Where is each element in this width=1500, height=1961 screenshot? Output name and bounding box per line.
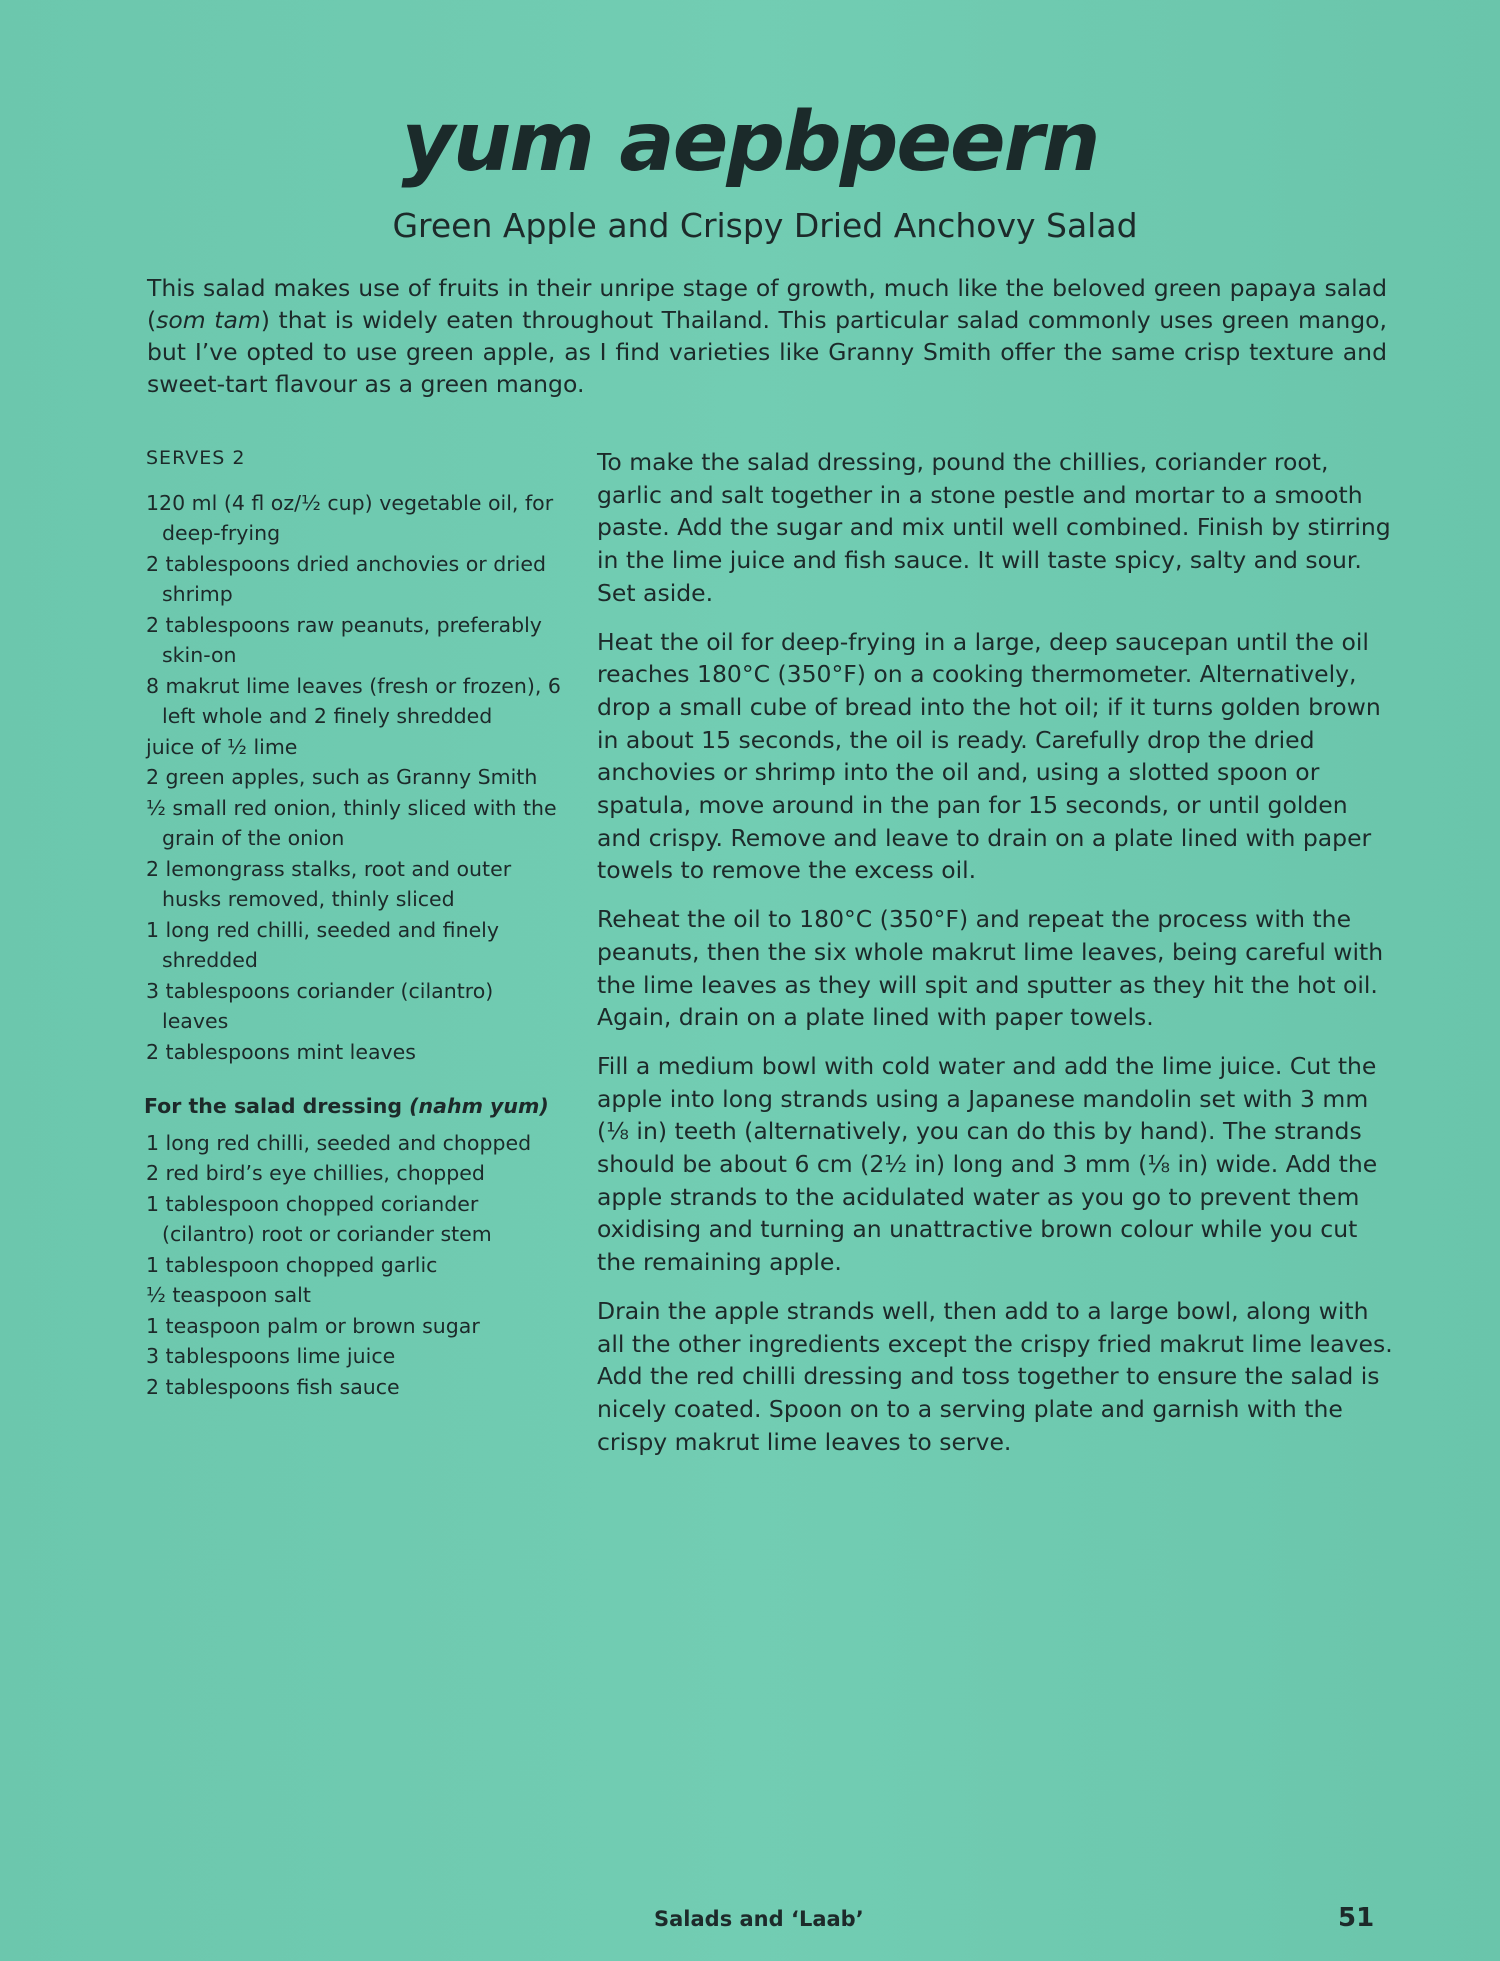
ingredient-item: 2 tablespoons raw peanuts, preferably skin-on <box>146 612 542 667</box>
ingredient-item: 120 ml (4 fl oz/½ cup) vegetable oil, for deep-frying <box>146 490 554 545</box>
ingredients-column <box>146 443 566 1402</box>
intro-text-1: This salad makes use of fruits in their unripe stage of growth, much like the beloved green papaya salad ( <box>147 274 1387 334</box>
dressing-item: 2 tablespoons fish sauce <box>146 1374 400 1399</box>
ingredient-list <box>146 488 566 1068</box>
intro-text-2: ) that is widely eaten throughout Thailand. This particular salad commonly uses green mango, but I’ve opted to use green apple, as I find varieties like Granny Smith offer the same crisp texture and sweet-tart flavour as a green mango. <box>147 306 1388 398</box>
method-step: To make the salad dressing, pound the chillies, coriander root, garlic and salt together in a stone pestle and mortar to a smooth paste. Add the sugar and mix until well combined. Finish by stirring in the lime juice and fish sauce. It will taste spicy, salty and sour. Set aside. <box>597 448 1391 607</box>
dressing-heading-text: For the salad dressing <box>144 1094 410 1118</box>
dressing-item: 1 teaspoon palm or brown sugar <box>146 1313 480 1338</box>
serves-label: SERVES 2 <box>146 447 246 469</box>
dressing-item: ½ teaspoon salt <box>146 1283 311 1307</box>
method-step: Reheat the oil to 180°C (350°F) and repeat the process with the peanuts, then the six whole makrut lime leaves, being careful with the lime leaves as they will spit and sputter as they hit the hot oil. Again, drain on a plate lined with paper towels. <box>597 905 1384 1032</box>
page-number: 51 <box>1338 1903 1375 1933</box>
recipe-subtitle: Green Apple and Crispy Dried Anchovy Salad <box>392 206 1138 245</box>
ingredient-item: 3 tablespoons coriander (cilantro) leaves <box>146 978 494 1033</box>
dressing-item: 1 long red chilli, seeded and chopped <box>146 1130 532 1155</box>
ingredient-item: 2 green apples, such as Granny Smith <box>146 765 538 789</box>
recipe-title: yum aepbpeern <box>401 95 1099 190</box>
intro-paragraph <box>147 272 1387 400</box>
dressing-item: 3 tablespoons lime juice <box>146 1344 396 1368</box>
intro-italic: som tam <box>156 306 261 334</box>
dressing-list <box>146 1128 566 1403</box>
ingredient-item: juice of ½ lime <box>146 734 298 759</box>
footer-section-title: Salads and ‘Laab’ <box>654 1907 864 1931</box>
method-step: Fill a medium bowl with cold water and add the lime juice. Cut the apple into long strands using a Japanese mandolin set with 3 mm (⅛ in) teeth (alternatively, you can do this by hand). The strands should be about 6 cm (2½ in) long and 3 mm (⅛ in) wide. Add the apple strands to the acidulated water as you go to prevent them oxidising and turning an unattractive brown colour while you cut the remaining apple. <box>597 1051 1378 1277</box>
method-step: Heat the oil for deep-frying in a large, deep saucepan until the oil reaches 180°C (350°F) on a cooking thermometer. Alternatively, drop a small cube of bread into the hot oil; if it turns golden brown in about 15 seconds, the oil is ready. Carefully drop the dried anchovies or shrimp into the oil and, using a slotted spoon or spatula, move around in the pan for 15 seconds, or until golden and crispy. Remove and leave to drain on a plate lined with paper towels to remove the excess oil. <box>597 627 1381 885</box>
dressing-item: 1 tablespoon chopped garlic <box>146 1252 438 1277</box>
ingredient-item: 8 makrut lime leaves (fresh or frozen), 6 left whole and 2 finely shredded <box>146 673 561 728</box>
method-column <box>597 446 1397 1474</box>
ingredient-item: ½ small red onion, thinly sliced with the grain of the onion <box>146 795 557 850</box>
ingredient-item: 2 lemongrass stalks, root and outer husks removed, thinly sliced <box>146 856 512 911</box>
dressing-item: 2 red bird’s eye chillies, chopped <box>146 1161 485 1185</box>
ingredient-item: 2 tablespoons dried anchovies or dried shrimp <box>146 551 546 606</box>
method-step: Drain the apple strands well, then add to a large bowl, along with all the other ingredients except the crispy fried makrut lime leaves. Add the red chilli dressing and toss together to ensure the salad is nicely coated. Spoon on to a serving plate and garnish with the crispy makrut lime leaves to serve. <box>597 1296 1393 1456</box>
dressing-heading <box>144 1091 566 1122</box>
ingredient-item: 1 long red chilli, seeded and finely shredded <box>146 917 500 972</box>
dressing-heading-italic: (nahm yum) <box>409 1094 549 1118</box>
ingredient-item: 2 tablespoons mint leaves <box>146 1039 416 1064</box>
dressing-item: 1 tablespoon chopped coriander (cilantro) root or coriander stem <box>146 1191 492 1246</box>
